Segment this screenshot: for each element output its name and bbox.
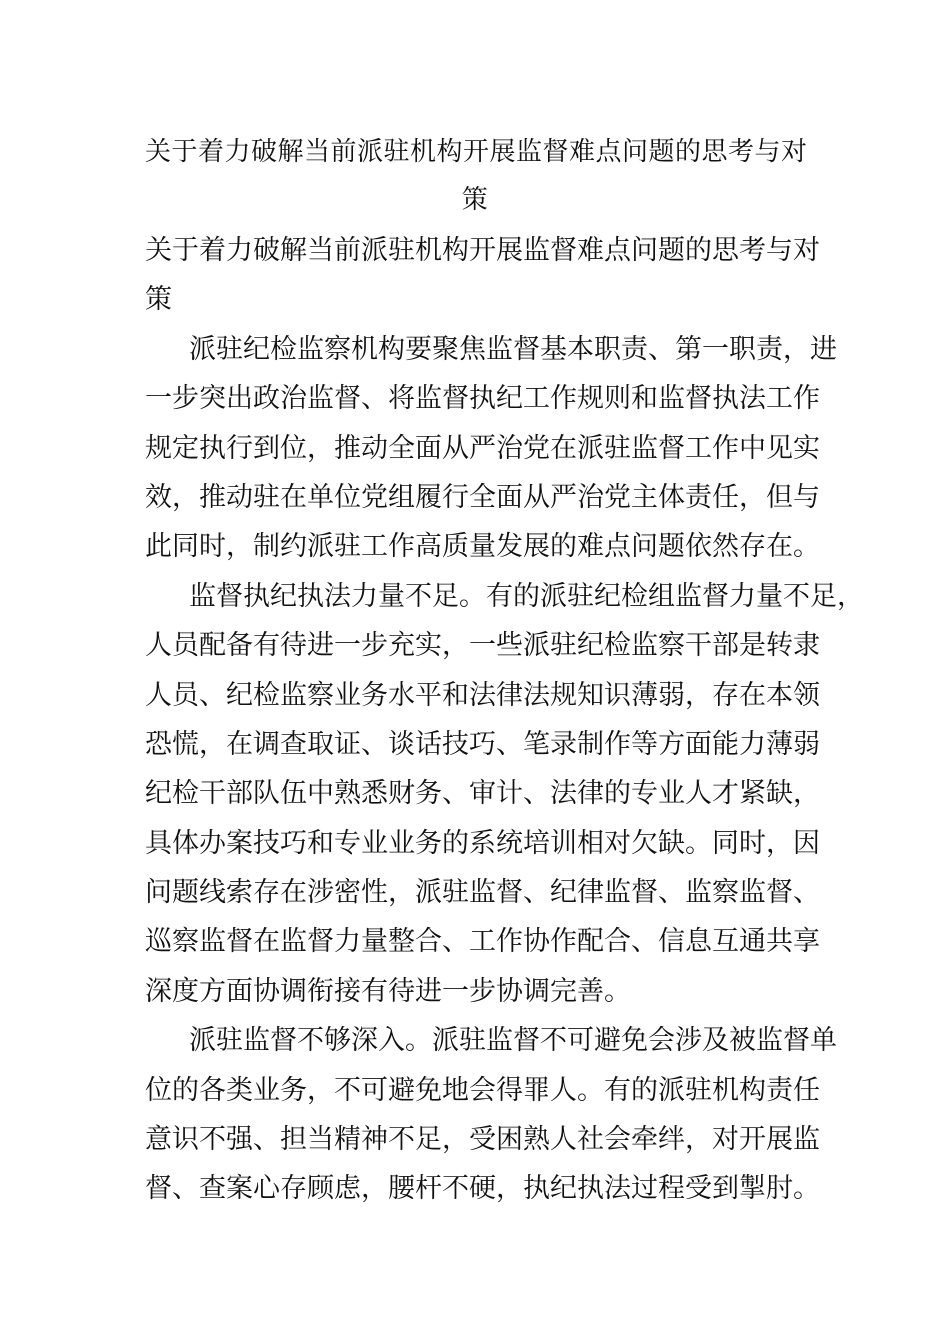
- paragraph-line: 恐慌，在调查取证、谈话技巧、笔录制作等方面能力薄弱: [145, 728, 820, 760]
- paragraph-line: 意识不强、担当精神不足，受困熟人社会牵绊，对开展监: [145, 1124, 820, 1156]
- heading-line: 策: [145, 284, 172, 316]
- paragraph-line: 一步突出政治监督、将监督执纪工作规则和监督执法工作: [145, 383, 820, 415]
- paragraph: [145, 325, 837, 572]
- paragraph-line: 位的各类业务，不可避免地会得罪人。有的派驻机构责任: [145, 1074, 820, 1106]
- paragraph-line: 人员配备有待进一步充实，一些派驻纪检监察干部是转隶: [145, 630, 820, 662]
- title-line: 关于着力破解当前派驻机构开展监督难点问题的思考与对: [145, 137, 808, 167]
- paragraph: [145, 1016, 837, 1214]
- paragraph-line: 问题线索存在涉密性，派驻监督、纪律监督、监察监督、: [145, 877, 820, 909]
- paragraph-line: 具体办案技巧和专业业务的系统培训相对欠缺。同时，因: [145, 827, 820, 859]
- paragraph: [145, 572, 864, 1017]
- paragraph-line: 此同时，制约派驻工作高质量发展的难点问题依然存在。: [145, 531, 820, 563]
- paragraph-line: 监督执纪执法力量不足。有的派驻纪检组监督力量不足，: [189, 580, 864, 612]
- heading-line: 关于着力破解当前派驻机构开展监督难点问题的思考与对: [145, 235, 820, 266]
- paragraph-line: 效，推动驻在单位党组履行全面从严治党主体责任，但与: [145, 481, 820, 513]
- paragraph-line: 派驻监督不够深入。派驻监督不可避免会涉及被监督单: [189, 1025, 837, 1057]
- paragraph-line: 深度方面协调衔接有待进一步协调完善。: [145, 975, 631, 1007]
- paragraph-line: 督、查案心存顾虑，腰杆不硬，执纪执法过程受到掣肘。: [145, 1173, 820, 1205]
- title-line: 策: [461, 185, 489, 215]
- heading: [145, 226, 820, 325]
- paragraph-line: 规定执行到位，推动全面从严治党在派驻监督工作中见实: [145, 432, 820, 464]
- document-title: [145, 128, 808, 224]
- paragraph-line: 巡察监督在监督力量整合、工作协作配合、信息互通共享: [145, 926, 820, 958]
- document-body: [145, 226, 864, 1214]
- paragraph-line: 人员、纪检监察业务水平和法律法规知识薄弱，存在本领: [145, 679, 820, 711]
- paragraph-line: 纪检干部队伍中熟悉财务、审计、法律的专业人才紧缺，: [145, 778, 820, 810]
- paragraph-line: 派驻纪检监察机构要聚焦监督基本职责、第一职责，进: [189, 333, 837, 365]
